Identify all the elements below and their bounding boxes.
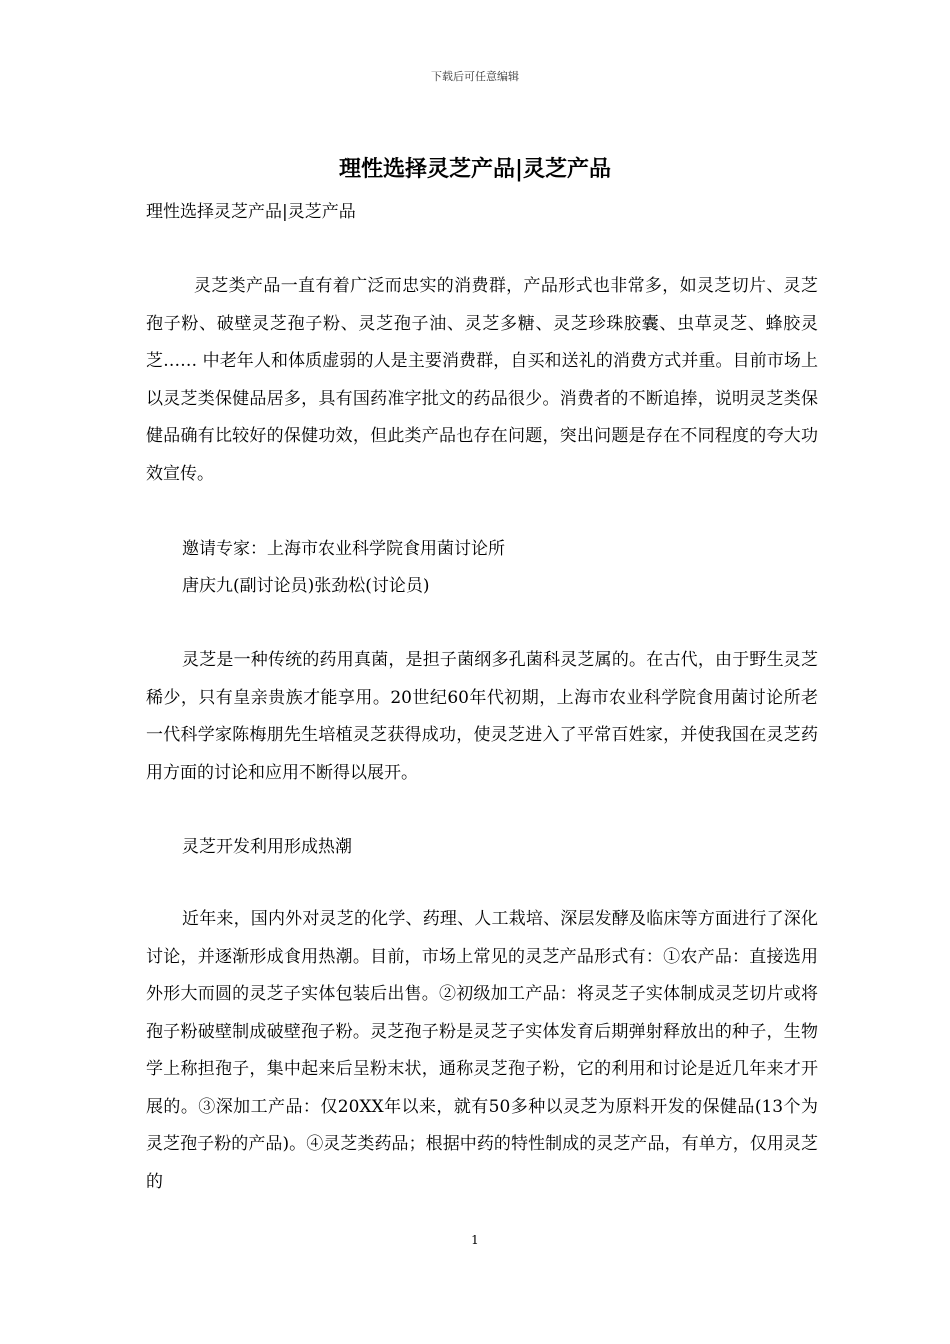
- intro-paragraph: 灵芝类产品一直有着广泛而忠实的消费群，产品形式也非常多，如灵芝切片、灵芝孢子粉、破壁灵芝孢子粉、灵芝孢子油、灵芝多糖、灵芝珍珠胶囊、虫草灵芝、蜂胶灵芝…… 中老年人和体质虚弱的人是主要消费群，自买和送礼的消费方式并重。目前市场上以灵芝类保健品居多，具有国药准字批文的药品很少。消费者的不断追捧，说明灵芝类保健品确有比较好的保健功效，但此类产品也存在问题，突出问题是存在不同程度的夸大功效宣传。: [146, 276, 818, 484]
- history-paragraph: 灵芝是一种传统的药用真菌，是担子菌纲多孔菌科灵芝属的。在古代，由于野生灵芝稀少，只有皇亲贵族才能享用。20世纪60年代初期，上海市农业科学院食用菌讨论所老一代科学家陈梅朋先生培植灵芝获得成功，使灵芝进入了平常百姓家，并使我国在灵芝药用方面的讨论和应用不断得以展开。: [146, 650, 818, 783]
- development-paragraph: 近年来，国内外对灵芝的化学、药理、人工栽培、深层发酵及临床等方面进行了深化讨论，并逐渐形成食用热潮。目前，市场上常见的灵芝产品形式有：①农产品：直接选用外形大而圆的灵芝子实体包装后出售。②初级加工产品：将灵芝子实体制成灵芝切片或将孢子粉破壁制成破壁孢子粉。灵芝孢子粉是灵芝子实体发育后期弹射释放出的种子，生物学上称担孢子，集中起来后呈粉末状，通称灵芝孢子粉，它的利用和讨论是近几年来才开展的。③深加工产品：仅20XX年以来，就有50多种以灵芝为原料开发的保健品(13个为灵芝孢子粉的产品)。④灵芝类药品；根据中药的特性制成的灵芝产品，有单方，仅用灵芝的: [146, 909, 818, 1192]
- experts-line-1: 邀请专家：上海市农业科学院食用菌讨论所: [182, 539, 505, 559]
- document-title: 理性选择灵芝产品|灵芝产品: [338, 156, 611, 182]
- header-note: 下载后可任意编辑: [431, 70, 519, 83]
- page-number: 1: [471, 1233, 479, 1247]
- experts-line-2: 唐庆九(副讨论员)张劲松(讨论员): [182, 576, 430, 596]
- section-heading: 灵芝开发利用形成热潮: [182, 837, 352, 857]
- document-subtitle: 理性选择灵芝产品|灵芝产品: [146, 202, 356, 222]
